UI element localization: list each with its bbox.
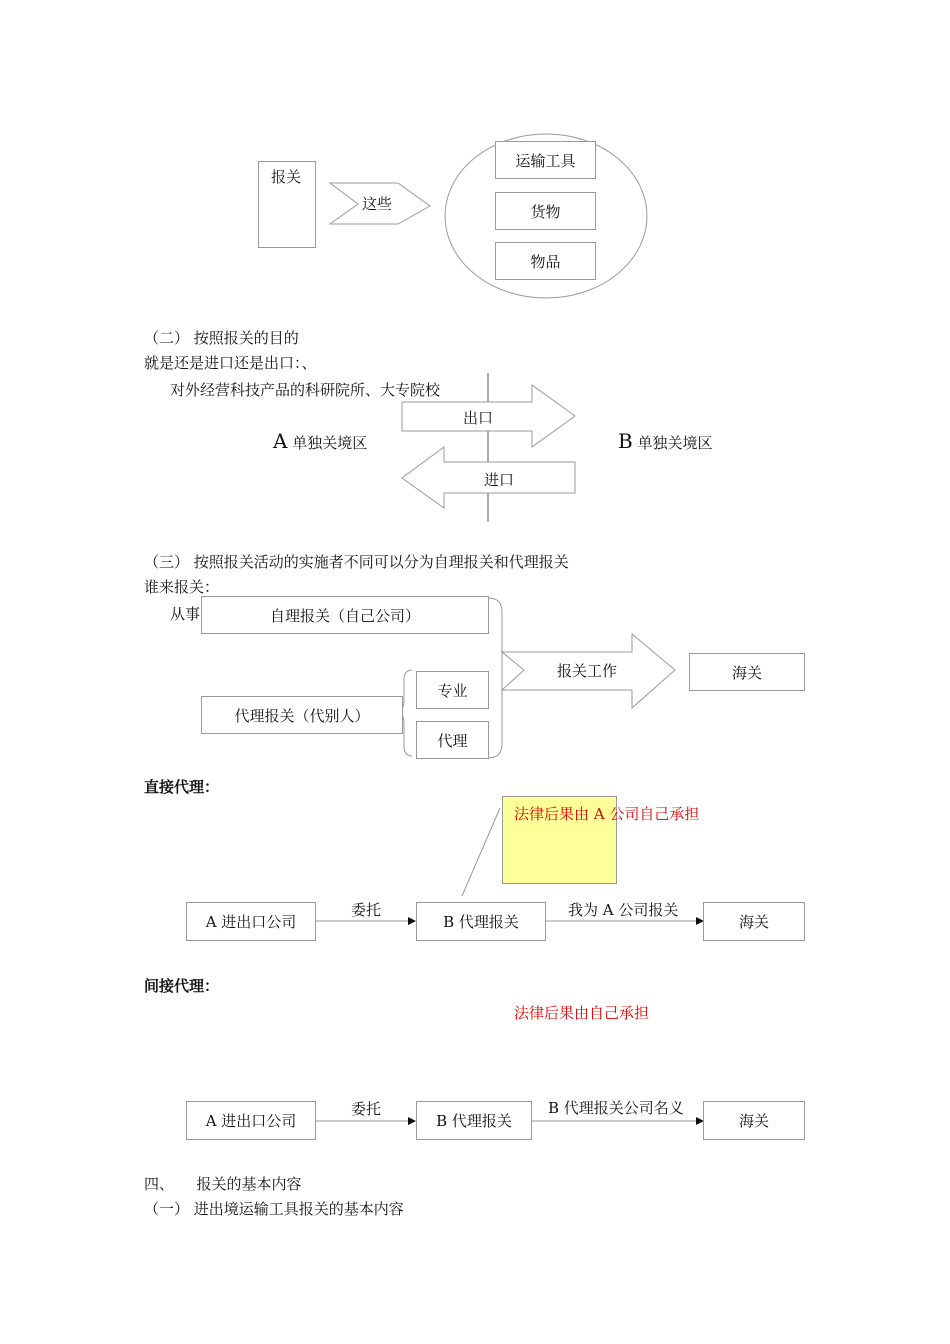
callout-line <box>462 808 500 896</box>
indirect-name: B 代理报关公司名义 <box>548 1099 684 1117</box>
zone-b: B 单独关境区 <box>618 429 713 453</box>
proxy-box: 代理 <box>416 721 489 759</box>
indirect-b-box: B 代理报关 <box>416 1101 532 1140</box>
indirect-entrust: 委托 <box>351 1100 382 1118</box>
indirect-note: 法律后果由自己承担 <box>514 1004 650 1022</box>
direct-note: 法律后果由 A 公司自己承担 <box>514 805 700 823</box>
exit-label: 出口 <box>463 409 494 427</box>
indirect-customs-box: 海关 <box>703 1101 805 1140</box>
section2-heading: （二） 按照报关的目的 <box>144 329 299 347</box>
baoguan-box <box>258 161 316 248</box>
section2-sub: 就是还是进口还是出口：、 <box>144 354 317 372</box>
direct-a-box: A 进出口公司 <box>186 902 316 941</box>
direct-b-box: B 代理报关 <box>416 902 546 941</box>
pro-box: 专业 <box>416 671 489 709</box>
section4-heading: 四、 报关的基本内容 <box>144 1175 302 1193</box>
section4-sub: （一） 进出境运输工具报关的基本内容 <box>144 1200 404 1218</box>
self-box: 自理报关（自己公司） <box>201 596 489 634</box>
these-label: 这些 <box>362 195 393 213</box>
section2-note: 对外经营科技产品的科研院所、大专院校 <box>170 381 441 399</box>
item-articles: 物品 <box>495 242 596 280</box>
direct-for: 我为 A 公司报关 <box>568 901 679 919</box>
zone-a: A 单独关境区 <box>273 429 368 453</box>
baoguan-label: 报关 <box>271 168 302 186</box>
direct-entrust: 委托 <box>351 901 382 919</box>
direct-heading: 直接代理： <box>144 778 220 796</box>
item-goods: 货物 <box>495 192 596 230</box>
direct-customs-box: 海关 <box>703 902 805 941</box>
indirect-a-box: A 进出口公司 <box>186 1101 316 1140</box>
agent-box: 代理报关（代别人） <box>201 696 403 734</box>
section3-sub: 谁来报关： <box>144 578 220 596</box>
work-label: 报关工作 <box>557 662 618 680</box>
customs-box: 海关 <box>689 653 805 691</box>
indirect-heading: 间接代理： <box>144 977 220 995</box>
item-transport: 运输工具 <box>495 141 596 179</box>
from-label: 从事 <box>170 605 201 623</box>
section3-heading: （三） 按照报关活动的实施者不同可以分为自理报关和代理报关 <box>144 553 569 571</box>
bracket <box>488 598 502 758</box>
entry-label: 进口 <box>484 471 515 489</box>
